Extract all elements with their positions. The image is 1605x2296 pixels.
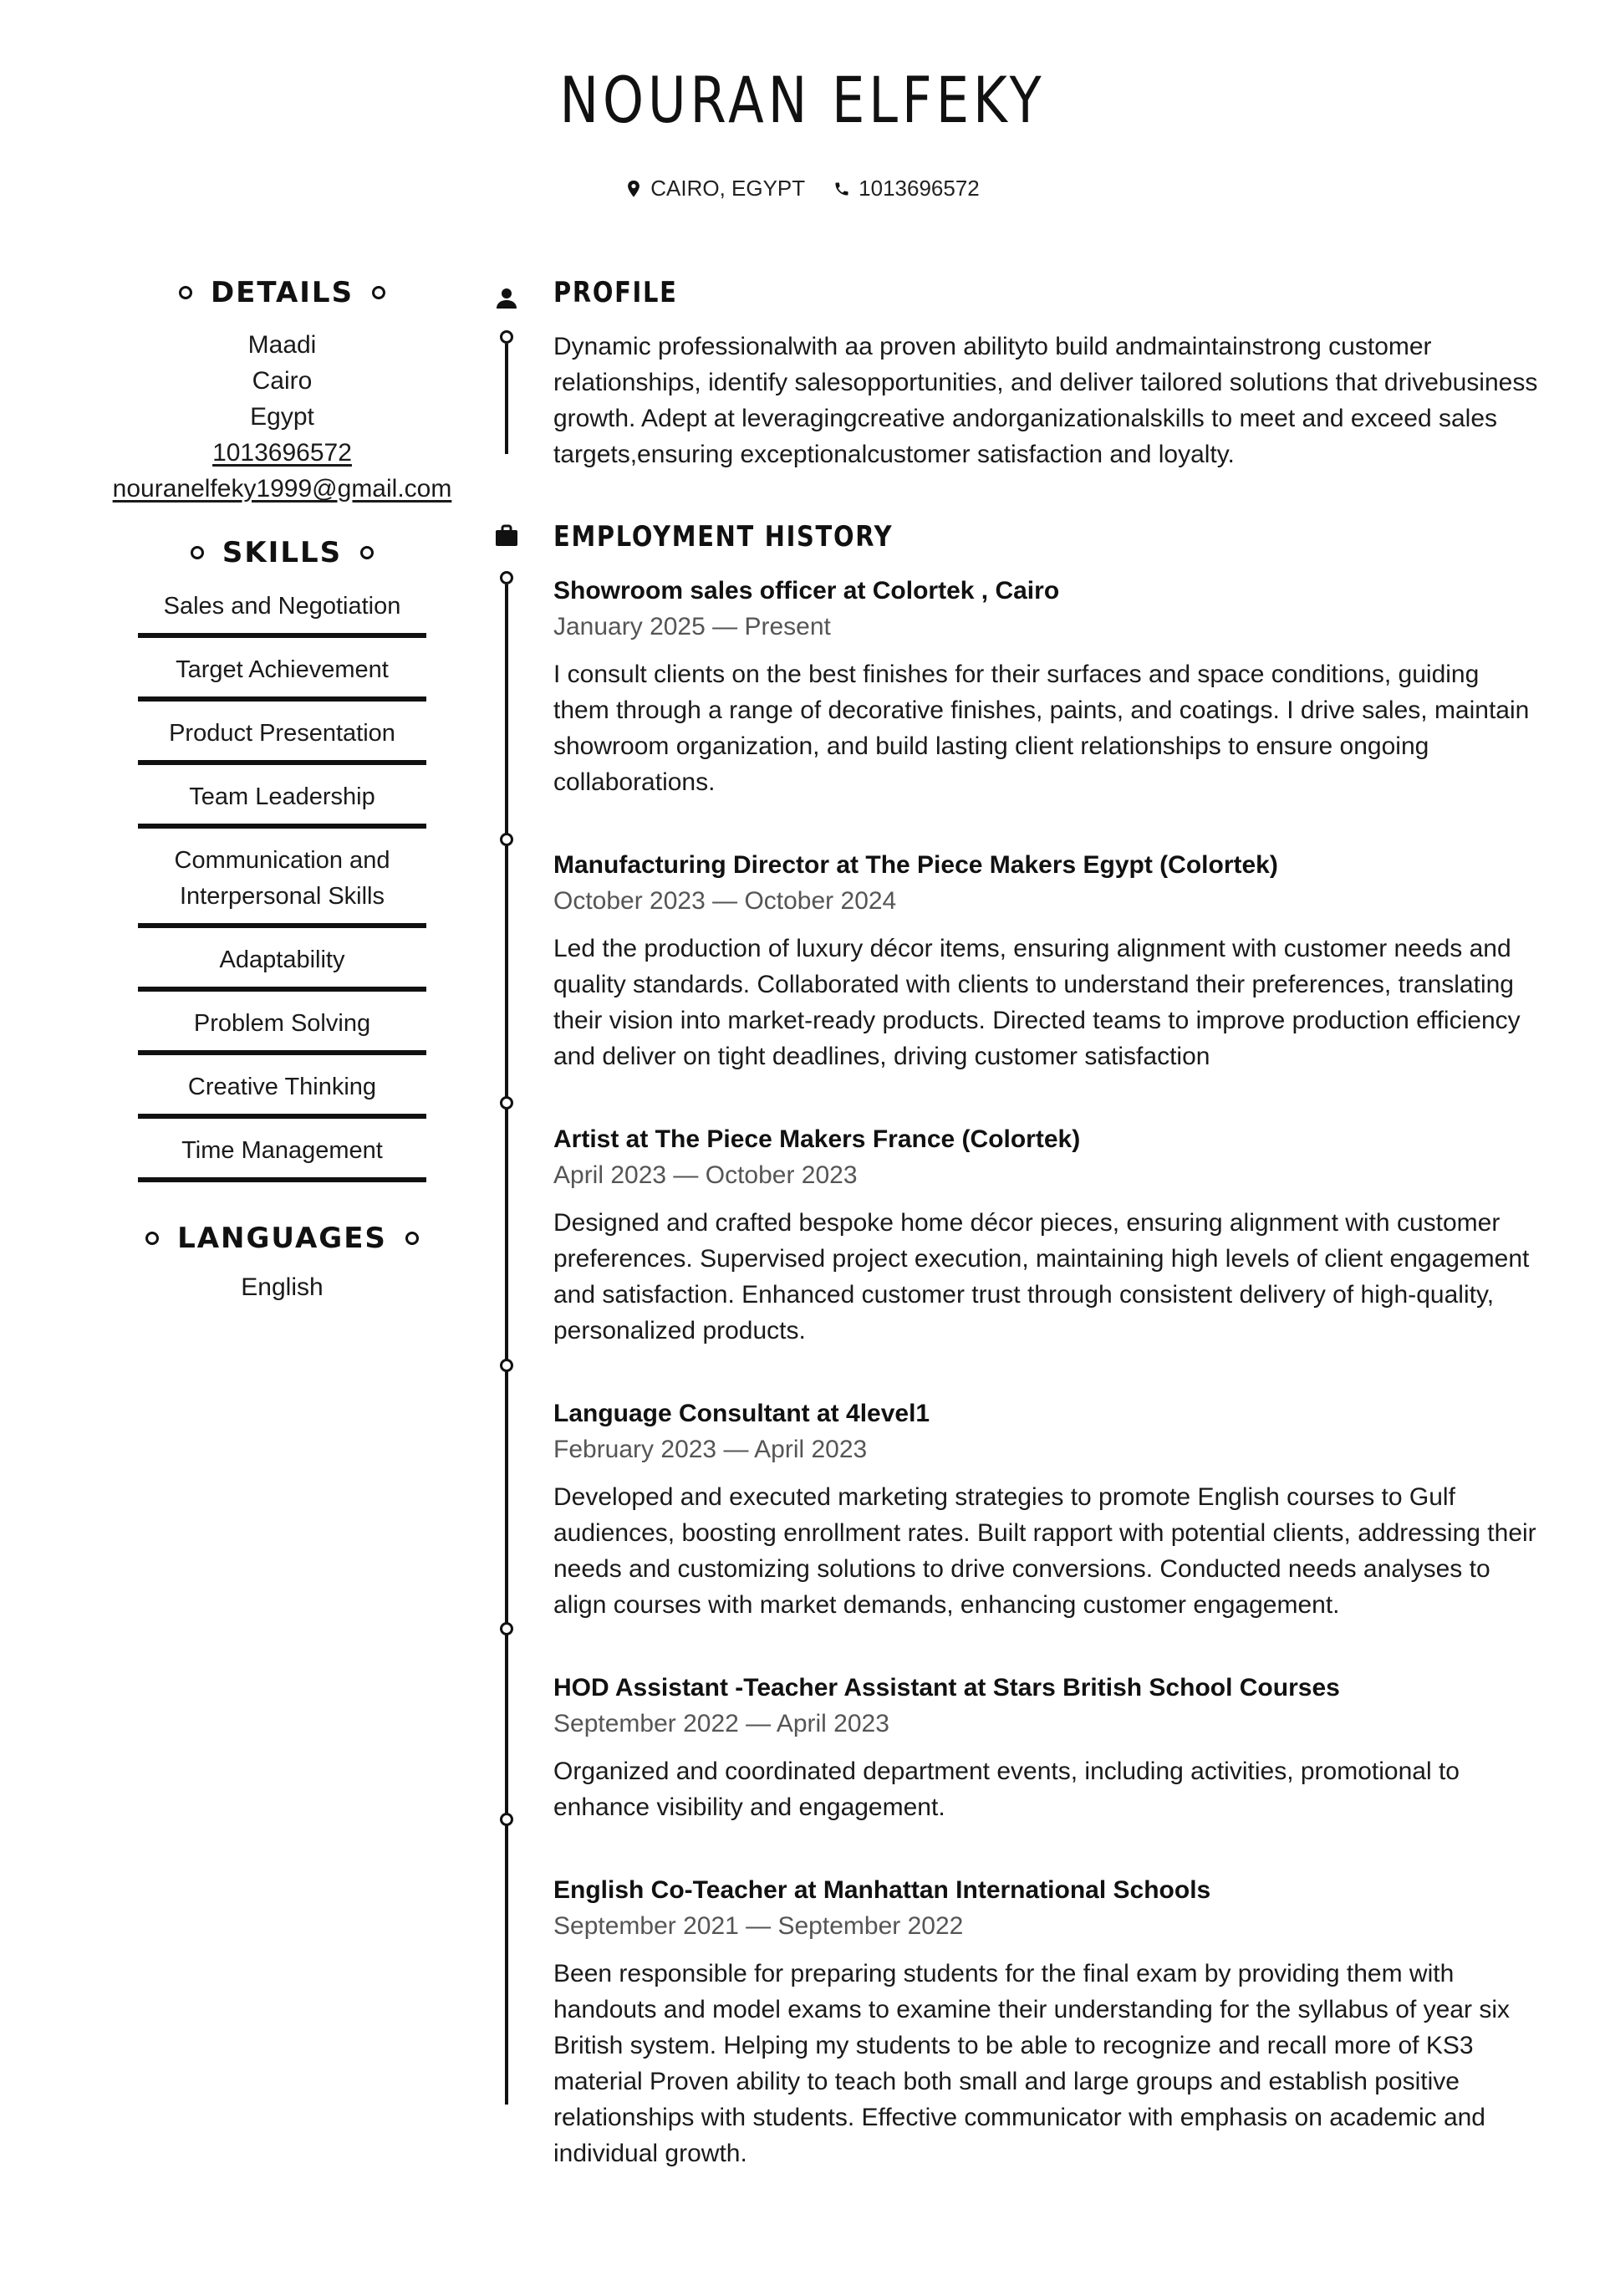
timeline-line [505, 584, 508, 2105]
details-list [100, 327, 464, 507]
address-line: Cairo [252, 367, 313, 395]
job-entry [553, 1872, 1540, 2171]
timeline-dot [500, 1096, 513, 1110]
address-line: Maadi [247, 331, 317, 359]
profile-heading-label: PROFILE [553, 276, 678, 309]
job-dates: January 2025 — Present [553, 613, 831, 640]
resume-header [0, 59, 1605, 202]
skill-item: Adaptability [138, 942, 426, 992]
job-title: Manufacturing Director at The Piece Makers Egypt (Colortek) [553, 851, 1278, 879]
phone-item [833, 176, 980, 202]
ring-icon [191, 546, 204, 559]
phone-text: 1013696572 [859, 176, 980, 201]
employment-heading [553, 516, 1540, 558]
job-description: Designed and crafted bespoke home décor pieces, ensuring alignment with customer preferences. Supervised project execution, maintaining high levels of client engagement and satisfaction. Enhanced customer trust through consistent delivery of high-quality, personalized products. [553, 1209, 1530, 1344]
skill-item: Problem Solving [138, 1006, 426, 1055]
skill-item: Product Presentation [138, 716, 426, 765]
job-entry [553, 1670, 1540, 1825]
address-line: Egypt [250, 403, 314, 431]
skill-item: Sales and Negotiation [138, 589, 426, 638]
profile-heading [553, 272, 1540, 314]
profile-text: Dynamic professionalwith aa proven abilityto build andmaintainstrong customer relationships, identify salesopportunities, and deliver tailored solutions that drivebusiness growth. Adept at leveragingcreative andorganizationalskills to meet and exceed sales targets,ensuring exceptionalcustomer satisfaction and loyalty. [553, 333, 1538, 468]
email-link[interactable]: nouranelfeky1999@gmail.com [112, 475, 452, 503]
skill-item: Team Leadership [138, 779, 426, 829]
employment-heading-label: EMPLOYMENT HISTORY [553, 520, 894, 554]
timeline-dot [500, 1622, 513, 1635]
person-icon [493, 285, 520, 312]
skills-heading [100, 532, 464, 574]
location-text: CAIRO, EGYPT [650, 176, 806, 201]
skill-item: Communication and Interpersonal Skills [138, 843, 426, 928]
job-entry [553, 847, 1540, 1074]
job-dates: October 2023 — October 2024 [553, 887, 897, 915]
skills-list [138, 589, 426, 1182]
phone-link[interactable]: 1013696572 [212, 439, 352, 467]
details-heading [100, 272, 464, 314]
job-description: Been responsible for preparing students for the final exam by providing them with handouts and model exams to examine their understanding for the syllabus of year six British system. Helping my students to be able to recognize and recall more of KS3 material Proven ability to teach both small and large groups and establish positive relationships with students. Effective communicator with emphasis on academic and individual growth. [553, 1960, 1510, 2167]
timeline-dot [500, 1359, 513, 1372]
briefcase-icon [493, 523, 520, 549]
skill-item: Creative Thinking [138, 1069, 426, 1119]
ring-icon [179, 286, 192, 299]
job-description: I consult clients on the best finishes for their surfaces and space conditions, guiding them through a range of decorative finishes, paints, and coatings. I drive sales, maintain showroom organization, and build lasting client relationships to ensure ongoing collaborations. [553, 661, 1530, 796]
timeline-line [505, 344, 508, 454]
ring-icon [372, 286, 385, 299]
details-heading-label: DETAILS [210, 276, 354, 309]
main-content [553, 272, 1540, 2171]
job-title: HOD Assistant -Teacher Assistant at Stars British School Courses [553, 1674, 1340, 1702]
timeline-dot [500, 1813, 513, 1826]
phone-icon [833, 180, 850, 198]
job-dates: September 2022 — April 2023 [553, 1710, 889, 1737]
job-dates: September 2021 — September 2022 [553, 1912, 964, 1940]
languages-heading [100, 1217, 464, 1259]
candidate-name: NOURAN ELFEKY [559, 63, 1046, 137]
ring-icon [360, 546, 374, 559]
skill-item: Target Achievement [138, 652, 426, 702]
ring-icon [145, 1232, 159, 1245]
job-title: English Co-Teacher at Manhattan International Schools [553, 1876, 1211, 1904]
map-pin-icon [625, 180, 642, 198]
job-description: Developed and executed marketing strategies to promote English courses to Gulf audiences, boosting enrollment rates. Built rapport with potential clients, addressing their needs and customizing solutions to drive conversions. Conducted needs analyses to align courses with market demands, enhancing customer engagement. [553, 1483, 1536, 1619]
ring-icon [405, 1232, 419, 1245]
job-entry [553, 573, 1540, 800]
job-title: Artist at The Piece Makers France (Colortek) [553, 1125, 1081, 1153]
languages-heading-label: LANGUAGES [177, 1222, 387, 1255]
skills-heading-label: SKILLS [222, 536, 343, 569]
job-title: Showroom sales officer at Colortek , Cairo [553, 577, 1060, 605]
job-dates: April 2023 — October 2023 [553, 1161, 858, 1189]
sidebar [100, 272, 464, 1305]
job-dates: February 2023 — April 2023 [553, 1436, 868, 1463]
skill-item: Time Management [138, 1133, 426, 1182]
job-entry [553, 1121, 1540, 1349]
job-description: Led the production of luxury décor items, ensuring alignment with customer needs and quality standards. Collaborated with clients to understand their preferences, translating their vision into market-ready products. Directed teams to improve production efficiency and deliver on tight deadlines, driving customer satisfaction [553, 935, 1521, 1070]
job-entry [553, 1395, 1540, 1623]
job-description: Organized and coordinated department events, including activities, promotional to enhance visibility and engagement. [553, 1758, 1460, 1821]
job-title: Language Consultant at 4level1 [553, 1400, 930, 1427]
contact-line [0, 176, 1605, 202]
language-item: English [241, 1273, 324, 1301]
timeline-dot [500, 833, 513, 846]
timeline [485, 268, 527, 2107]
timeline-dot [500, 571, 513, 584]
timeline-dot [500, 330, 513, 344]
location-item [625, 176, 805, 202]
